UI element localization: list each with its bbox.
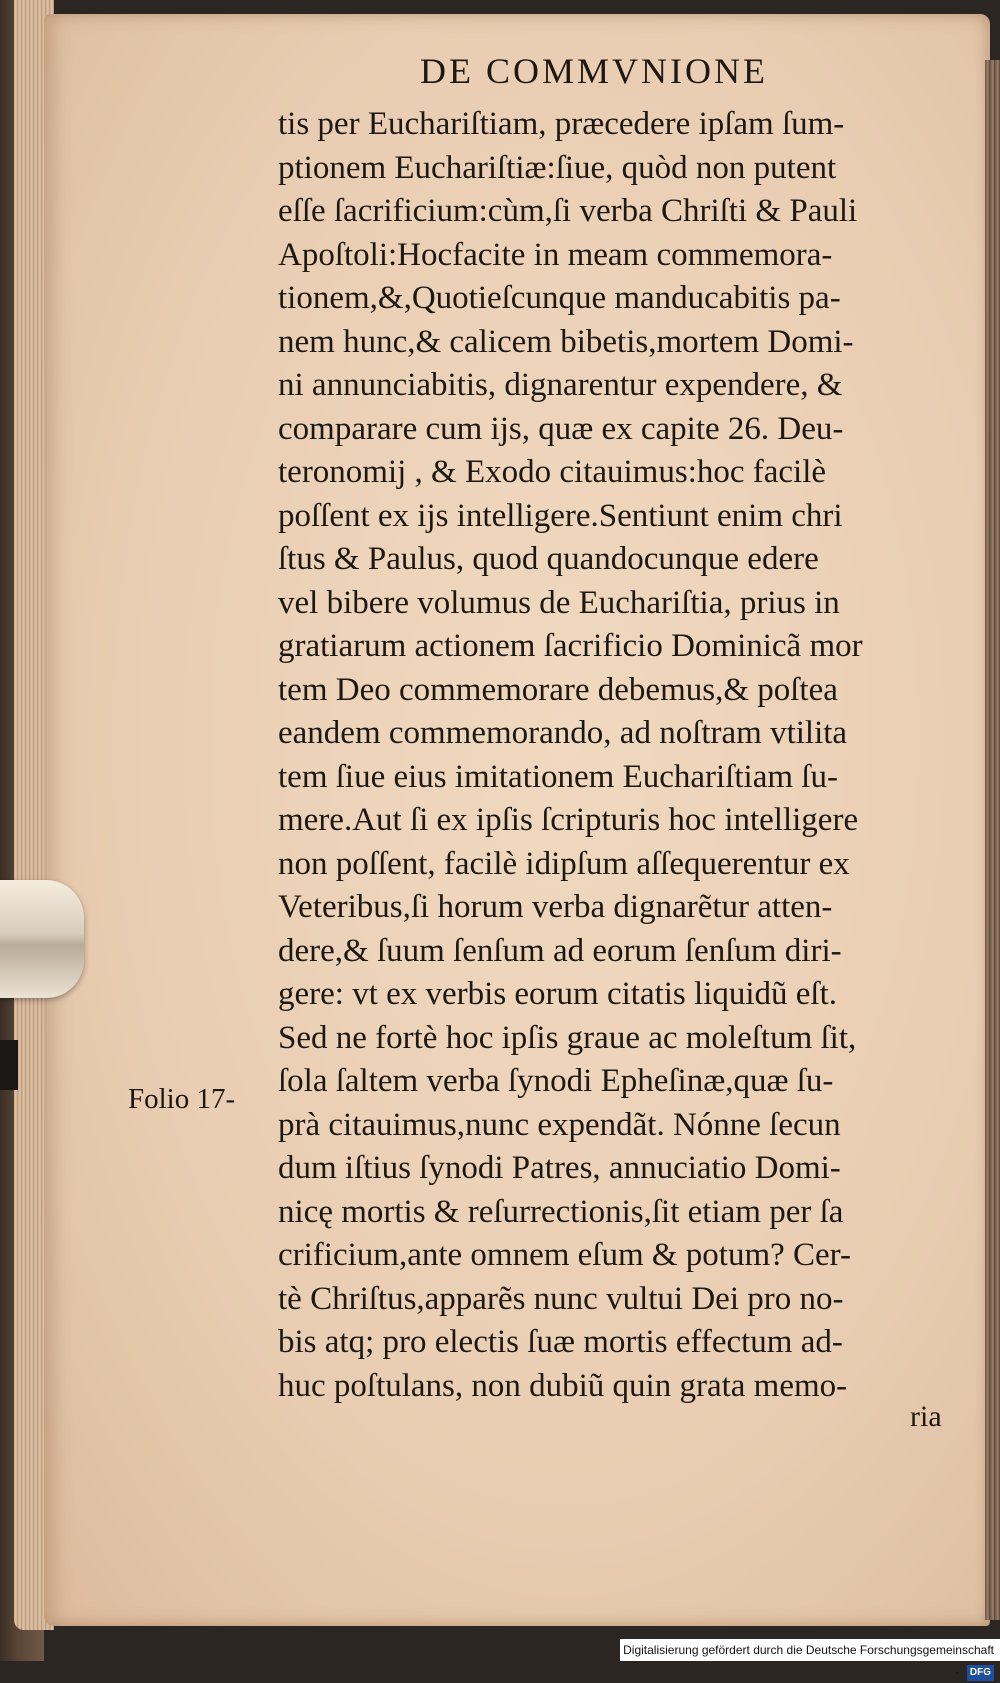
running-header: DE COMMVNIONE <box>420 51 768 91</box>
text-line: tis per Euchariſtiam, præcedere ipſam ſum- <box>278 106 845 142</box>
text-line: dum iſtius ſynodi Patres, annuciatio Domi- <box>278 1150 841 1186</box>
text-line: teronomij , & Exodo citauimus:hoc facilè <box>278 454 827 490</box>
clip-bar <box>0 1040 18 1090</box>
text-line: tem ſiue eius imitationem Euchariſtiam ſu- <box>278 758 838 795</box>
text-line: Veteribus,ſi horum verba dignarẽtur atten- <box>278 889 833 925</box>
catchword: ria <box>910 1400 942 1433</box>
text-line: prà citauimus,nunc expendãt. Nónne ſecun <box>278 1106 841 1143</box>
text-line: tem Deo commemorare debemus,& poſtea <box>278 671 838 708</box>
page-clip <box>0 880 84 998</box>
text-line: crificium,ante omnem eſum & potum? Cer- <box>278 1237 852 1273</box>
text-line: ſtus & Paulus, quod quandocunque edere <box>278 541 819 577</box>
text-line: tionem,&,Quotieſcunque manducabitis pa- <box>278 280 841 316</box>
text-line: gratiarum actionem ſacrificio Dominicã mor <box>278 628 863 664</box>
body-text <box>278 103 968 1408</box>
dfg-logo: DFG <box>967 1665 994 1681</box>
digitization-credit <box>620 1639 1000 1679</box>
text-line: Sed ne fortè hoc ipſis graue ac moleſtum ſit, <box>278 1019 857 1056</box>
text-line: mere.Aut ſi ex ipſis ſcripturis hoc intelligere <box>278 802 859 838</box>
text-line: ni annunciabitis, dignarentur expendere, & <box>278 367 843 403</box>
text-line: eandem commemorando, ad noſtram vtilita <box>278 715 848 751</box>
text-line: non poſſent, facilè idipſum aſſequerentur ex <box>278 845 850 882</box>
text-line: nem hunc,& calicem bibetis,mortem Domi- <box>278 323 854 360</box>
text-line: vel bibere volumus de Euchariſtia, prius in <box>278 584 840 621</box>
text-line: dere,& ſuum ſenſum ad eorum ſenſum diri- <box>278 932 842 969</box>
text-line: Apoſtoli:Hocfacite in meam commemora- <box>278 236 833 273</box>
credit-text: Digitalisierung gefördert durch die Deutsche Forschungsgemeinschaft - <box>623 1643 994 1679</box>
text-line: nicę mortis & reſurrectionis,ſit etiam per ſa <box>278 1193 844 1230</box>
text-line: comparare cum ijs, quæ ex capite 26. Deu- <box>278 410 844 447</box>
text-line: bis atq; pro electis ſuæ mortis effectum ad- <box>278 1324 843 1360</box>
text-line: huc poſtulans, non dubiũ quin grata memo- <box>278 1367 848 1404</box>
text-line: tè Chriſtus,apparẽs nunc vultui Dei pro no- <box>278 1280 844 1317</box>
book-right-edge <box>985 60 1000 1620</box>
text-line: ptionem Euchariſtiæ:ſiue, quòd non putent <box>278 149 837 186</box>
margin-note: Folio 17- <box>128 1083 236 1115</box>
text-line: eſſe ſacrificium:cùm,ſi verba Chriſti & Pauli <box>278 193 858 229</box>
text-line: ſola ſaltem verba ſynodi Epheſinæ,quæ ſu- <box>278 1063 834 1099</box>
text-line: gere: vt ex verbis eorum citatis liquidũ eſt. <box>278 976 838 1012</box>
text-line: poſſent ex ijs intelligere.Sentiunt enim chri <box>278 497 843 534</box>
